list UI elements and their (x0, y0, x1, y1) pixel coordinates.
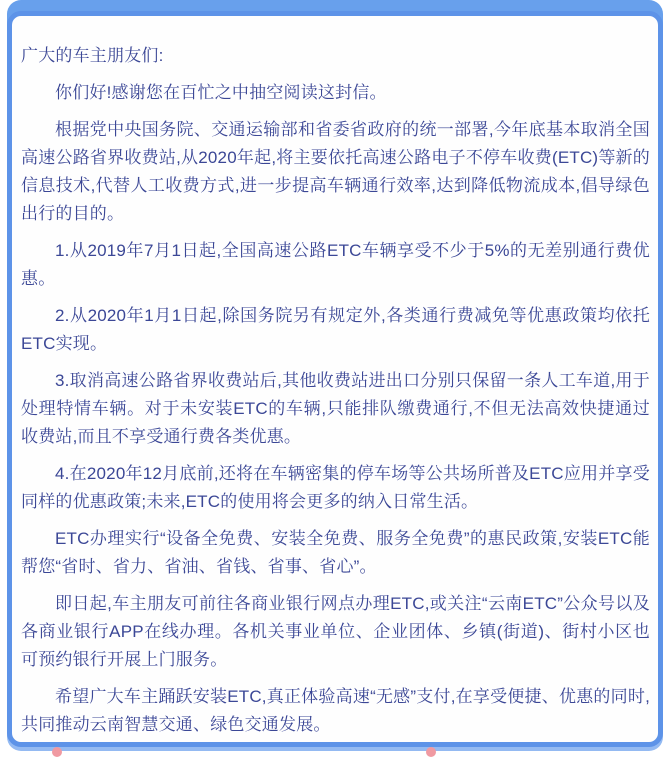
letter-paragraph-item-1: 1.从2019年7月1日起,全国高速公路ETC车辆享受不少于5%的无差别通行费优惠。 (21, 241, 650, 288)
letter-salutation: 广大的车主朋友们: (21, 46, 164, 65)
decor-dot-left (52, 747, 62, 757)
letter-paragraph-free-policy: ETC办理实行“设备全免费、安装全免费、服务全免费”的惠民政策,安装ETC能帮您“省时、省力、省油、省钱、省事、省心”。 (21, 529, 650, 576)
letter-paragraph-item-2: 2.从2020年1月1日起,除国务院另有规定外,各类通行费减免等优惠政策均依托ETC实现。 (21, 306, 650, 353)
letter-paragraph-greeting: 你们好!感谢您在百忙之中抽空阅读这封信。 (55, 83, 387, 102)
letter-paragraph-closing: 希望广大车主踊跃安装ETC,真正体验高速“无感”支付,在享受便捷、优惠的同时,共同推动云南智慧交通、绿色交通发展。 (21, 687, 650, 734)
decor-dot-right (426, 747, 436, 757)
letter-paragraph-item-4: 4.在2020年12月底前,还将在车辆密集的停车场等公共场所普及ETC应用并享受同样的优惠政策;未来,ETC的使用将会更多的纳入日常生活。 (21, 464, 650, 511)
letter-paragraph-how-to-apply: 即日起,车主朋友可前往各商业银行网点办理ETC,或关注“云南ETC”公众号以及各商业银行APP在线办理。各机关事业单位、企业团体、乡镇(街道)、街村小区也可预约银行开展上门服务。 (21, 594, 650, 669)
letter-paragraph-item-3: 3.取消高速公路省界收费站后,其他收费站进出口分别只保留一条人工车道,用于处理特情车辆。对于未安装ETC的车辆,只能排队缴费通行,不但无法高效快捷通过收费站,而且不享受通行费各类优惠。 (21, 371, 650, 446)
letter-paragraph-policy-overview: 根据党中央国务院、交通运输部和省委省政府的统一部署,今年底基本取消全国高速公路省界收费站,从2020年起,将主要依托高速公路电子不停车收费(ETC)等新的信息技术,代替人工收费方式,进一步提高车辆通行效率,达到降低物流成本,倡导绿色出行的目的。 (21, 120, 650, 223)
letter-card (7, 11, 663, 747)
